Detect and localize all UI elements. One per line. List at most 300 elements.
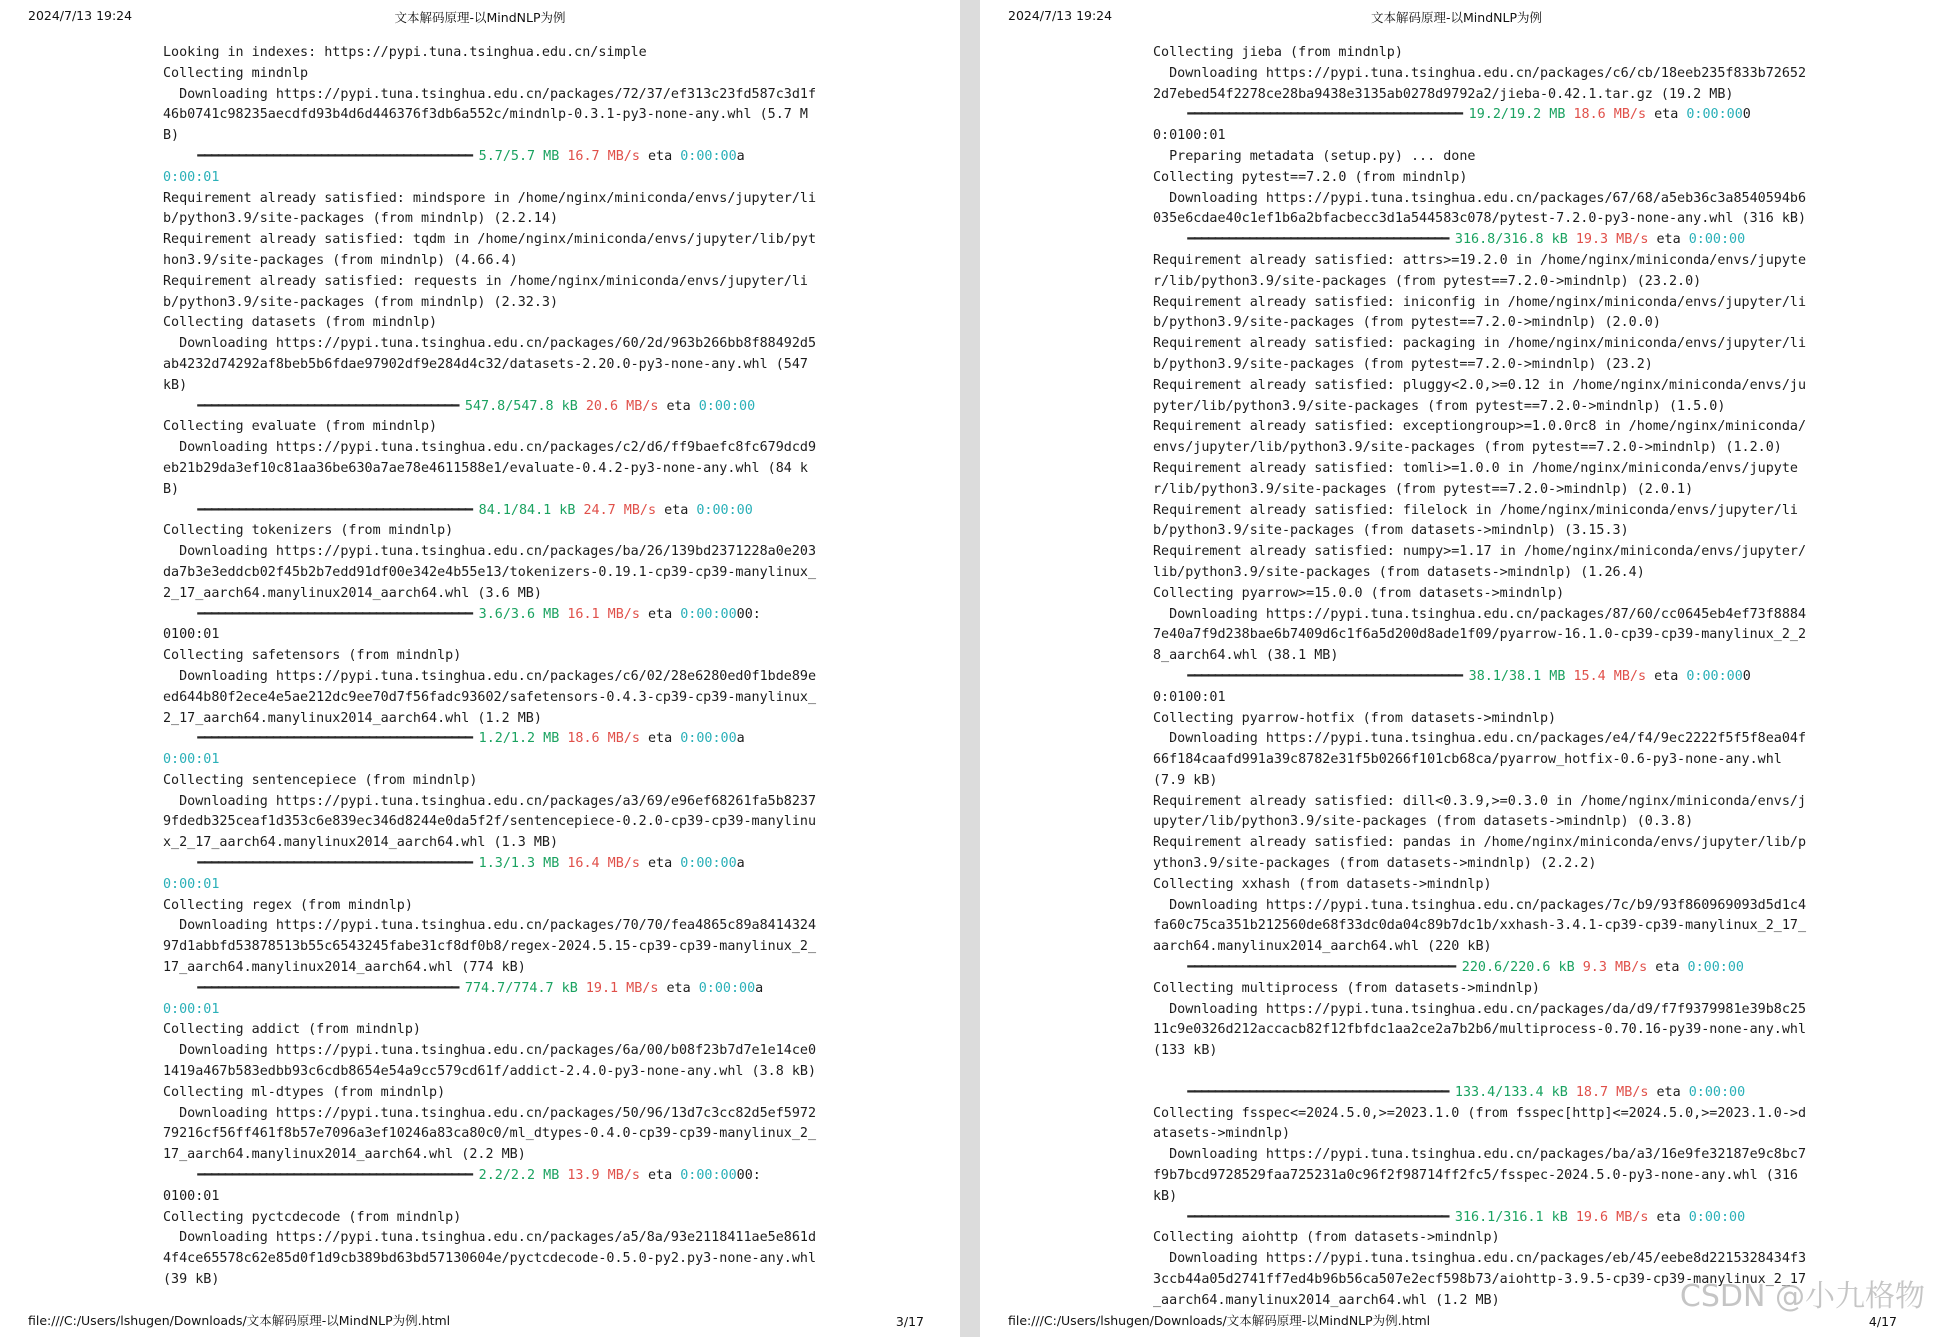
terminal-line: [1153, 918, 1806, 933]
terminal-text: Preparing metadata (setup.py) ... done: [1153, 148, 1476, 164]
terminal-text: B): [163, 128, 180, 144]
progress-bar: ━━━━━━━━━━━━━━━━━━━━━━━━━━━━━━━━━━━━━━: [1153, 1084, 1455, 1100]
progress-bar: ━━━━━━━━━━━━━━━━━━━━━━━━━━━━━━━━━━━━━━━━: [163, 502, 479, 518]
terminal-text: eta: [639, 856, 681, 872]
terminal-colored-text: 0:00:00: [680, 1168, 737, 1184]
terminal-text: eta: [658, 398, 699, 414]
terminal-line: [1153, 898, 1806, 913]
terminal-text: Downloading https://pypi.tuna.tsinghua.edu.cn/packages/70/70/fea4865c89a8414324: [163, 918, 817, 934]
terminal-text: Downloading https://pypi.tuna.tsinghua.edu.cn/packages/ba/26/139bd2371228a0e203: [163, 544, 817, 560]
terminal-colored-text: 0:00:00: [680, 856, 737, 872]
terminal-text: Downloading https://pypi.tuna.tsinghua.edu.cn/packages/e4/f4/9ec2222f5f5f8ea04f: [1153, 731, 1807, 747]
terminal-text: 97d1abbfd53878513b55c6543245fabe31cf8df0b8/regex-2024.5.15-cp39-cp39-manylinux_2_: [163, 939, 817, 955]
terminal-text: eta: [639, 1168, 681, 1184]
terminal-text: Looking in indexes: https://pypi.tuna.tsinghua.edu.cn/simple: [163, 45, 647, 60]
terminal-line: [1153, 1230, 1500, 1245]
terminal-text: Requirement already satisfied: exceptiongroup>=1.0.0rc8 in /home/nginx/miniconda/: [1153, 419, 1807, 435]
terminal-line: [163, 1230, 816, 1245]
terminal-text: ab4232d74292af8beb5b6fdae97902df9e284d4c32/datasets-2.20.0-py3-none-any.whl (547: [163, 356, 808, 372]
terminal-line: [163, 399, 755, 414]
terminal-line: [163, 149, 745, 164]
terminal-line: [1153, 690, 1226, 705]
terminal-colored-text: 38.1/38.1 MB: [1468, 668, 1566, 684]
terminal-line: [1153, 607, 1806, 622]
progress-bar: ━━━━━━━━━━━━━━━━━━━━━━━━━━━━━━━━━━━━━━━━: [163, 856, 479, 872]
terminal-line: [163, 1002, 219, 1017]
terminal-text: Collecting sentencepiece (from mindnlp): [163, 772, 478, 788]
terminal-line: [1153, 544, 1806, 559]
terminal-colored-text: 9.3 MB/s: [1582, 960, 1648, 976]
footer-path: file:///C:/Users/lshugen/Downloads/文本解码原理-以MindNLP为例.html: [28, 1313, 451, 1328]
terminal-line: [163, 336, 816, 351]
terminal-output: [1153, 43, 1873, 1312]
terminal-text: 0100:01: [163, 1188, 220, 1204]
terminal-text: eta: [1646, 668, 1687, 684]
progress-bar: ━━━━━━━━━━━━━━━━━━━━━━━━━━━━━━━━━━━━━━━: [1153, 960, 1462, 976]
terminal-text: 17_aarch64.manylinux2014_aarch64.whl (774 kB): [163, 960, 526, 976]
terminal-line: [1153, 128, 1226, 143]
terminal-text: Collecting addict (from mindnlp): [163, 1022, 421, 1038]
terminal-text: Collecting mindnlp: [163, 65, 309, 81]
terminal-colored-text: 774.7/774.7 kB: [464, 980, 578, 996]
terminal-colored-text: 0:00:00: [698, 980, 756, 996]
terminal-line: [163, 440, 816, 455]
terminal-line: [1153, 814, 1693, 829]
terminal-text: pyter/lib/python3.9/site-packages (from pytest==7.2.0->mindnlp) (1.5.0): [1153, 398, 1726, 414]
terminal-text: [1568, 1085, 1576, 1100]
terminal-text: eta: [1648, 1084, 1689, 1100]
terminal-text: kB): [1153, 1188, 1178, 1204]
terminal-line: [163, 752, 219, 767]
terminal-text: ython3.9/site-packages (from datasets->mindnlp) (2.2.2): [1153, 856, 1597, 872]
terminal-text: a: [736, 856, 745, 872]
progress-bar: ━━━━━━━━━━━━━━━━━━━━━━━━━━━━━━━━━━━━━━━━: [163, 148, 479, 164]
terminal-line: [163, 1085, 445, 1100]
terminal-line: [1153, 440, 1782, 455]
terminal-text: fa60c75ca351b212560de68f33dc0da04c89b7dc1b/xxhash-3.4.1-cp39-cp39-manylinux_2_17_: [1153, 918, 1807, 934]
terminal-text: Collecting pyarrow>=15.0.0 (from datasets->mindnlp): [1153, 585, 1565, 601]
terminal-text: Requirement already satisfied: tomli>=1.0.0 in /home/nginx/miniconda/envs/jupyte: [1153, 460, 1798, 476]
terminal-line: [1153, 170, 1467, 185]
page-gutter: [960, 0, 980, 1337]
terminal-line: [163, 586, 542, 601]
terminal-text: hon3.9/site-packages (from mindnlp) (4.66.4): [163, 252, 518, 268]
terminal-colored-text: 18.6 MB/s: [1573, 107, 1647, 123]
terminal-colored-text: 0:00:00: [1688, 1084, 1746, 1100]
terminal-text: Collecting pyarrow-hotfix (from datasets->mindnlp): [1153, 710, 1557, 726]
terminal-colored-text: 18.7 MB/s: [1575, 1084, 1649, 1100]
terminal-text: 035e6cdae40c1ef1b6a2bfacbecc3d1a544583c078/pytest-7.2.0-py3-none-any.whl (316 kB): [1153, 211, 1807, 227]
terminal-text: Collecting jieba (from mindnlp): [1153, 45, 1403, 60]
terminal-line: [163, 107, 808, 122]
terminal-text: 8_aarch64.whl (38.1 MB): [1153, 648, 1339, 664]
terminal-line: [1153, 1106, 1806, 1121]
terminal-text: eta: [658, 980, 699, 996]
terminal-text: Collecting safetensors (from mindnlp): [163, 648, 462, 664]
terminal-line: [163, 503, 753, 518]
terminal-line: [1153, 752, 1782, 767]
terminal-colored-text: 0:00:00: [1686, 668, 1743, 684]
terminal-text: 0:0100:01: [1153, 128, 1226, 144]
terminal-text: atasets->mindnlp): [1153, 1126, 1291, 1142]
terminal-line: [163, 1022, 421, 1037]
terminal-line: [163, 960, 526, 975]
terminal-colored-text: 15.4 MB/s: [1573, 668, 1647, 684]
progress-bar: ━━━━━━━━━━━━━━━━━━━━━━━━━━━━━━━━━━━━━━: [163, 398, 465, 414]
terminal-line: [163, 191, 816, 206]
terminal-line: [163, 565, 816, 580]
terminal-line: [163, 711, 542, 726]
terminal-text: [1568, 1210, 1576, 1225]
terminal-colored-text: 0:00:00: [680, 731, 737, 747]
terminal-text: eta: [1648, 1209, 1689, 1225]
terminal-line: [1153, 1022, 1806, 1037]
terminal-line: [163, 939, 816, 954]
terminal-text: kB): [163, 377, 188, 393]
terminal-text: Downloading https://pypi.tuna.tsinghua.edu.cn/packages/eb/45/eebe8d2215328434f3: [1153, 1251, 1807, 1267]
terminal-colored-text: 84.1/84.1 kB: [478, 502, 576, 518]
terminal-line: [1153, 149, 1475, 164]
terminal-text: Requirement already satisfied: dill<0.3.9,>=0.3.0 in /home/nginx/miniconda/envs/j: [1153, 793, 1807, 809]
terminal-text: Downloading https://pypi.tuna.tsinghua.edu.cn/packages/87/60/cc0645eb4ef73f8884: [1153, 606, 1807, 622]
terminal-line: [163, 877, 219, 892]
terminal-line: [163, 773, 477, 788]
terminal-colored-text: 547.8/547.8 kB: [464, 398, 578, 414]
terminal-text: 0100:01: [163, 627, 220, 643]
terminal-text: 66f184caafd991a39c8782e31f5b0266f101cb68ca/pyarrow_hotfix-0.6-py3-none-any.whl: [1153, 752, 1782, 768]
terminal-text: da7b3e3eddcb02f45b2b7edd91df00e342e4b55e13/tokenizers-0.19.1-cp39-cp39-manylinux_: [163, 564, 817, 580]
terminal-line: [163, 607, 761, 622]
terminal-text: 46b0741c98235aecdfd93b4d6d446376f3db6a552c/mindnlp-0.3.1-py3-none-any.whl (5.7 M: [163, 107, 808, 123]
terminal-line: [1153, 1168, 1798, 1183]
terminal-colored-text: 1.3/1.3 MB: [478, 856, 560, 872]
terminal-colored-text: 24.7 MB/s: [583, 502, 657, 518]
terminal-line: [1153, 419, 1806, 434]
terminal-line: [163, 669, 816, 684]
terminal-text: Downloading https://pypi.tuna.tsinghua.edu.cn/packages/60/2d/963b266bb8f88492d5: [163, 336, 817, 352]
terminal-line: [163, 274, 808, 289]
terminal-text: a: [736, 148, 745, 164]
terminal-text: Collecting tokenizers (from mindnlp): [163, 523, 454, 539]
terminal-text: x_2_17_aarch64.manylinux2014_aarch64.whl (1.3 MB): [163, 835, 559, 851]
terminal-text: b/python3.9/site-packages (from pytest==7.2.0->mindnlp) (23.2): [1153, 356, 1653, 372]
terminal-output: [163, 43, 883, 1291]
terminal-text: aarch64.manylinux2014_aarch64.whl (220 kB): [1153, 939, 1492, 955]
header-title: 文本解码原理-以MindNLP为例: [1371, 10, 1542, 25]
terminal-text: 79216cf56ff461f8b57e7096a3ef10246a83ca80c0/ml_dtypes-0.4.0-cp39-cp39-manylinux_2_: [163, 1126, 817, 1142]
header-date: 2024/7/13 19:24: [1008, 8, 1113, 23]
terminal-line: [1153, 669, 1751, 684]
terminal-text: Downloading https://pypi.tuna.tsinghua.edu.cn/packages/50/96/13d7c3cc82d5ef5972: [163, 1105, 817, 1121]
terminal-line: [1153, 378, 1806, 393]
terminal-text: b/python3.9/site-packages (from pytest==7.2.0->mindnlp) (2.0.0): [1153, 315, 1661, 331]
terminal-line: [163, 731, 745, 746]
terminal-line: [163, 1106, 816, 1121]
terminal-text: upyter/lib/python3.9/site-packages (from datasets->mindnlp) (0.3.8): [1153, 814, 1694, 830]
terminal-colored-text: 220.6/220.6 kB: [1461, 960, 1575, 976]
terminal-colored-text: 19.2/19.2 MB: [1468, 107, 1566, 123]
terminal-text: Collecting datasets (from mindnlp): [163, 315, 438, 331]
terminal-line: [1153, 295, 1806, 310]
terminal-line: [1153, 1189, 1177, 1204]
terminal-line: [1153, 877, 1492, 892]
terminal-text: b/python3.9/site-packages (from mindnlp) (2.32.3): [163, 294, 559, 310]
terminal-colored-text: 0:00:01: [163, 1001, 220, 1017]
terminal-text: Requirement already satisfied: requests in /home/nginx/miniconda/envs/jupyter/li: [163, 273, 808, 289]
terminal-colored-text: 19.3 MB/s: [1575, 232, 1649, 248]
terminal-text: 0: [1742, 668, 1751, 684]
terminal-line: [163, 357, 808, 372]
terminal-line: [163, 544, 816, 559]
terminal-text: Downloading https://pypi.tuna.tsinghua.edu.cn/packages/a5/8a/93e2118411ae5e861d: [163, 1230, 817, 1246]
progress-bar: ━━━━━━━━━━━━━━━━━━━━━━━━━━━━━━━━━━━━━━━━: [163, 731, 479, 747]
terminal-colored-text: 5.7/5.7 MB: [478, 148, 560, 164]
terminal-line: [163, 461, 808, 476]
terminal-line: [1153, 1085, 1745, 1100]
terminal-line: [163, 295, 558, 310]
terminal-line: [163, 856, 745, 871]
terminal-line: [1153, 1043, 1218, 1058]
terminal-line: [1153, 1210, 1745, 1225]
terminal-text: b/python3.9/site-packages (from mindnlp) (2.2.14): [163, 211, 559, 227]
terminal-text: envs/jupyter/lib/python3.9/site-packages (from pytest==7.2.0->mindnlp) (1.2.0): [1153, 440, 1782, 456]
terminal-line: [163, 315, 437, 330]
watermark: CSDN @小九格物: [1679, 1279, 1925, 1314]
terminal-text: Collecting pytest==7.2.0 (from mindnlp): [1153, 169, 1468, 185]
terminal-text: Collecting xxhash (from datasets->mindnlp): [1153, 876, 1492, 892]
terminal-text: 3ccb44a05d2741ff7ed4b96b56ca507e2ecf598b73/aiohttp-3.9.5-cp39-cp39-manylinux_2_17: [1153, 1272, 1807, 1288]
progress-bar: ━━━━━━━━━━━━━━━━━━━━━━━━━━━━━━━━━━━━━━: [1153, 232, 1455, 248]
terminal-text: (7.9 kB): [1153, 772, 1218, 788]
right-page: [980, 0, 1933, 1337]
terminal-line: [163, 1064, 816, 1079]
terminal-text: 17_aarch64.manylinux2014_aarch64.whl (2.2 MB): [163, 1147, 526, 1163]
terminal-line: [163, 253, 518, 268]
terminal-text: 4f4ce65578c62e85d0f1d9cb389bd63bd57130604e/pyctcdecode-0.5.0-py2.py3-none-any.whl: [163, 1251, 817, 1267]
progress-bar: ━━━━━━━━━━━━━━━━━━━━━━━━━━━━━━━━━━━━━━━━: [1153, 107, 1469, 123]
terminal-colored-text: 0:00:00: [698, 398, 756, 414]
terminal-text: eta: [639, 148, 681, 164]
terminal-line: [163, 1126, 816, 1141]
terminal-colored-text: 16.4 MB/s: [567, 856, 640, 872]
terminal-text: 0:0100:01: [1153, 689, 1226, 705]
terminal-line: [163, 1189, 219, 1204]
terminal-line: [1153, 107, 1751, 122]
terminal-line: [1153, 1147, 1806, 1162]
terminal-line: [163, 66, 308, 81]
terminal-line: [1153, 315, 1661, 330]
terminal-line: [1153, 960, 1744, 975]
terminal-text: Requirement already satisfied: packaging in /home/nginx/miniconda/envs/jupyter/li: [1153, 336, 1807, 352]
terminal-line: [163, 1272, 219, 1287]
progress-bar: ━━━━━━━━━━━━━━━━━━━━━━━━━━━━━━━━━━━━━━: [1153, 1209, 1455, 1225]
terminal-line: [1153, 835, 1806, 850]
terminal-line: [1153, 503, 1798, 518]
terminal-line: [1153, 711, 1556, 726]
terminal-text: 2_17_aarch64.manylinux2014_aarch64.whl (3.6 MB): [163, 585, 542, 601]
terminal-text: Collecting multiprocess (from datasets->mindnlp): [1153, 980, 1540, 996]
terminal-line: [163, 170, 219, 185]
terminal-colored-text: 0:00:01: [163, 169, 220, 185]
terminal-line: [1153, 274, 1701, 289]
terminal-line: [163, 627, 219, 642]
terminal-line: [163, 918, 816, 933]
terminal-text: 2_17_aarch64.manylinux2014_aarch64.whl (1.2 MB): [163, 710, 542, 726]
terminal-text: 1419a467b583edbb93c6cdb8654e54a9cc579cd61f/addict-2.4.0-py3-none-any.whl (3.8 kB): [163, 1064, 817, 1080]
terminal-line: [1153, 856, 1596, 871]
terminal-colored-text: 13.9 MB/s: [567, 1168, 640, 1184]
terminal-text: r/lib/python3.9/site-packages (from pytest==7.2.0->mindnlp) (2.0.1): [1153, 481, 1694, 497]
terminal-line: [1153, 357, 1653, 372]
terminal-line: [1153, 939, 1492, 954]
terminal-line: [163, 211, 558, 226]
terminal-line: [163, 981, 763, 996]
terminal-text: 2d7ebed54f2278ce28ba9438e3135ab0278d9792a2/jieba-0.42.1.tar.gz (19.2 MB): [1153, 86, 1734, 102]
terminal-line: [163, 482, 179, 497]
terminal-line: [1153, 87, 1733, 102]
terminal-text: [578, 399, 586, 414]
terminal-text: eta: [639, 731, 681, 747]
terminal-text: Downloading https://pypi.tuna.tsinghua.edu.cn/packages/ba/a3/16e9fe32187e9c8bc7: [1153, 1147, 1807, 1163]
terminal-colored-text: 0:00:00: [1688, 1209, 1746, 1225]
terminal-text: [1568, 232, 1576, 247]
terminal-line: [1153, 773, 1218, 788]
terminal-line: [1153, 981, 1540, 996]
terminal-line: [1153, 586, 1564, 601]
terminal-line: [1153, 731, 1806, 746]
terminal-line: [163, 419, 437, 434]
terminal-text: Requirement already satisfied: pandas in /home/nginx/miniconda/envs/jupyter/lib/p: [1153, 835, 1807, 851]
terminal-colored-text: 16.1 MB/s: [567, 606, 640, 622]
terminal-colored-text: 316.8/316.8 kB: [1454, 232, 1568, 248]
terminal-line: [1153, 211, 1806, 226]
terminal-text: Requirement already satisfied: pluggy<2.0,>=0.12 in /home/nginx/miniconda/envs/ju: [1153, 377, 1807, 393]
terminal-line: [163, 648, 461, 663]
progress-bar: ━━━━━━━━━━━━━━━━━━━━━━━━━━━━━━━━━━━━━━━━: [163, 606, 479, 622]
terminal-colored-text: 0:00:01: [163, 752, 220, 768]
terminal-text: 00:: [736, 1168, 761, 1184]
terminal-colored-text: 0:00:00: [680, 606, 737, 622]
terminal-text: lib/python3.9/site-packages (from datasets->mindnlp) (1.26.4): [1153, 564, 1645, 580]
terminal-text: eta: [639, 606, 681, 622]
terminal-text: Collecting fsspec<=2024.5.0,>=2023.1.0 (from fsspec[http]<=2024.5.0,>=2023.1.0->d: [1153, 1105, 1807, 1121]
terminal-text: B): [163, 481, 180, 497]
terminal-line: [1153, 565, 1645, 580]
terminal-colored-text: 0:00:00: [1687, 960, 1744, 976]
terminal-text: Downloading https://pypi.tuna.tsinghua.edu.cn/packages/72/37/ef313c23fd587c3d1f: [163, 86, 817, 102]
terminal-text: Requirement already satisfied: mindspore in /home/nginx/miniconda/envs/jupyter/li: [163, 190, 817, 206]
terminal-text: Downloading https://pypi.tuna.tsinghua.edu.cn/packages/da/d9/f7f9379981e39b8c25: [1153, 1001, 1807, 1017]
terminal-text: Collecting regex (from mindnlp): [163, 897, 413, 913]
terminal-line: [1153, 1293, 1500, 1308]
terminal-text: Downloading https://pypi.tuna.tsinghua.edu.cn/packages/a3/69/e96ef68261fa5b8237: [163, 793, 817, 809]
terminal-text: (133 kB): [1153, 1043, 1218, 1059]
terminal-text: 7e40a7f9d238bae6b7409d6c1f6a5d200d8ade1f09/pyarrow-16.1.0-cp39-cp39-manylinux_2_2: [1153, 627, 1807, 643]
terminal-line: [1153, 1126, 1290, 1141]
terminal-colored-text: 0:00:00: [680, 148, 737, 164]
terminal-text: eta: [656, 502, 697, 518]
header-date: 2024/7/13 19:24: [28, 8, 133, 23]
terminal-line: [163, 1210, 461, 1225]
terminal-colored-text: 0:00:00: [1686, 107, 1743, 123]
terminal-text: r/lib/python3.9/site-packages (from pytest==7.2.0->mindnlp) (23.2.0): [1153, 273, 1702, 289]
terminal-text: ed644b80f2ece4e5ae212dc9ee70d7f56fadc93602/safetensors-0.4.3-cp39-cp39-manylinux_: [163, 689, 817, 705]
terminal-text: Downloading https://pypi.tuna.tsinghua.edu.cn/packages/67/68/a5eb36c3a8540594b6: [1153, 190, 1807, 206]
terminal-text: a: [755, 980, 764, 996]
terminal-line: [163, 45, 647, 60]
terminal-colored-text: 16.7 MB/s: [567, 148, 640, 164]
terminal-text: [1575, 960, 1583, 975]
terminal-text: Requirement already satisfied: filelock in /home/nginx/miniconda/envs/jupyter/li: [1153, 502, 1798, 518]
terminal-text: Requirement already satisfied: attrs>=19.2.0 in /home/nginx/miniconda/envs/jupyte: [1153, 252, 1807, 268]
terminal-text: [578, 981, 586, 996]
terminal-line: [163, 523, 453, 538]
header-title: 文本解码原理-以MindNLP为例: [394, 10, 566, 25]
terminal-line: [1153, 253, 1806, 268]
terminal-text: 11c9e0326d212accacb82f12fbfdc1aa2ce2a7b2b6/multiprocess-0.70.16-py39-none-any.whl: [1153, 1022, 1807, 1038]
terminal-text: Downloading https://pypi.tuna.tsinghua.edu.cn/packages/c2/d6/ff9baefc8fc679dcd9: [163, 440, 817, 456]
footer-page-number: 4/17: [1868, 1314, 1897, 1329]
terminal-line: [1153, 523, 1629, 538]
terminal-colored-text: 0:00:00: [1688, 232, 1746, 248]
terminal-line: [1153, 399, 1725, 414]
terminal-line: [1153, 232, 1745, 247]
terminal-line: [163, 1147, 526, 1162]
terminal-text: Collecting aiohttp (from datasets->mindnlp): [1153, 1230, 1500, 1246]
terminal-line: [1153, 66, 1806, 81]
terminal-text: 00:: [736, 606, 761, 622]
terminal-colored-text: 18.6 MB/s: [567, 731, 640, 747]
terminal-text: b/python3.9/site-packages (from datasets->mindnlp) (3.15.3): [1153, 523, 1629, 539]
terminal-line: [1153, 461, 1798, 476]
terminal-text: Downloading https://pypi.tuna.tsinghua.edu.cn/packages/c6/02/28e6280ed0f1bde89e: [163, 668, 817, 684]
progress-bar: ━━━━━━━━━━━━━━━━━━━━━━━━━━━━━━━━━━━━━━━━: [1153, 668, 1469, 684]
terminal-line: [1153, 648, 1338, 663]
progress-bar: ━━━━━━━━━━━━━━━━━━━━━━━━━━━━━━━━━━━━━━━━: [163, 1168, 479, 1184]
terminal-line: [1153, 627, 1806, 642]
terminal-text: Collecting ml-dtypes (from mindnlp): [163, 1084, 446, 1100]
terminal-line: [163, 128, 179, 143]
terminal-line: [1153, 794, 1806, 809]
terminal-text: (39 kB): [163, 1272, 220, 1288]
terminal-text: Collecting pyctcdecode (from mindnlp): [163, 1209, 462, 1225]
terminal-line: [163, 1043, 816, 1058]
terminal-text: 9fdedb325ceaf1d353c6e839ec346d8244e0da5f2f/sentencepiece-0.2.0-cp39-cp39-manylinu: [163, 814, 817, 830]
terminal-line: [163, 690, 816, 705]
terminal-text: Downloading https://pypi.tuna.tsinghua.edu.cn/packages/c6/cb/18eeb235f833b72652: [1153, 65, 1807, 81]
footer-path: file:///C:/Users/lshugen/Downloads/文本解码原理-以MindNLP为例.html: [1008, 1313, 1431, 1328]
terminal-text: _aarch64.manylinux2014_aarch64.whl (1.2 MB): [1153, 1292, 1500, 1308]
terminal-text: Requirement already satisfied: tqdm in /home/nginx/miniconda/envs/jupyter/lib/pyt: [163, 232, 817, 248]
terminal-line: [163, 232, 816, 247]
terminal-line: [1153, 482, 1693, 497]
terminal-line: [163, 898, 413, 913]
terminal-colored-text: 0:00:00: [696, 502, 753, 518]
terminal-line: [1153, 336, 1806, 351]
terminal-line: [163, 1251, 816, 1266]
left-page: [0, 0, 960, 1337]
terminal-colored-text: 0:00:01: [163, 876, 220, 892]
terminal-text: eta: [1647, 960, 1688, 976]
terminal-text: f9b7bcd9728529faa725231a0c96f2f98714ff2fc5/fsspec-2024.5.0-py3-none-any.whl (316: [1153, 1168, 1798, 1184]
footer-page-number: 3/17: [895, 1314, 924, 1329]
progress-bar: ━━━━━━━━━━━━━━━━━━━━━━━━━━━━━━━━━━━━━━: [163, 980, 465, 996]
terminal-text: 0: [1742, 107, 1751, 123]
terminal-colored-text: 3.6/3.6 MB: [478, 606, 560, 622]
terminal-text: eta: [1646, 107, 1687, 123]
terminal-colored-text: 1.2/1.2 MB: [478, 731, 560, 747]
terminal-text: Requirement already satisfied: iniconfig in /home/nginx/miniconda/envs/jupyter/li: [1153, 294, 1807, 310]
